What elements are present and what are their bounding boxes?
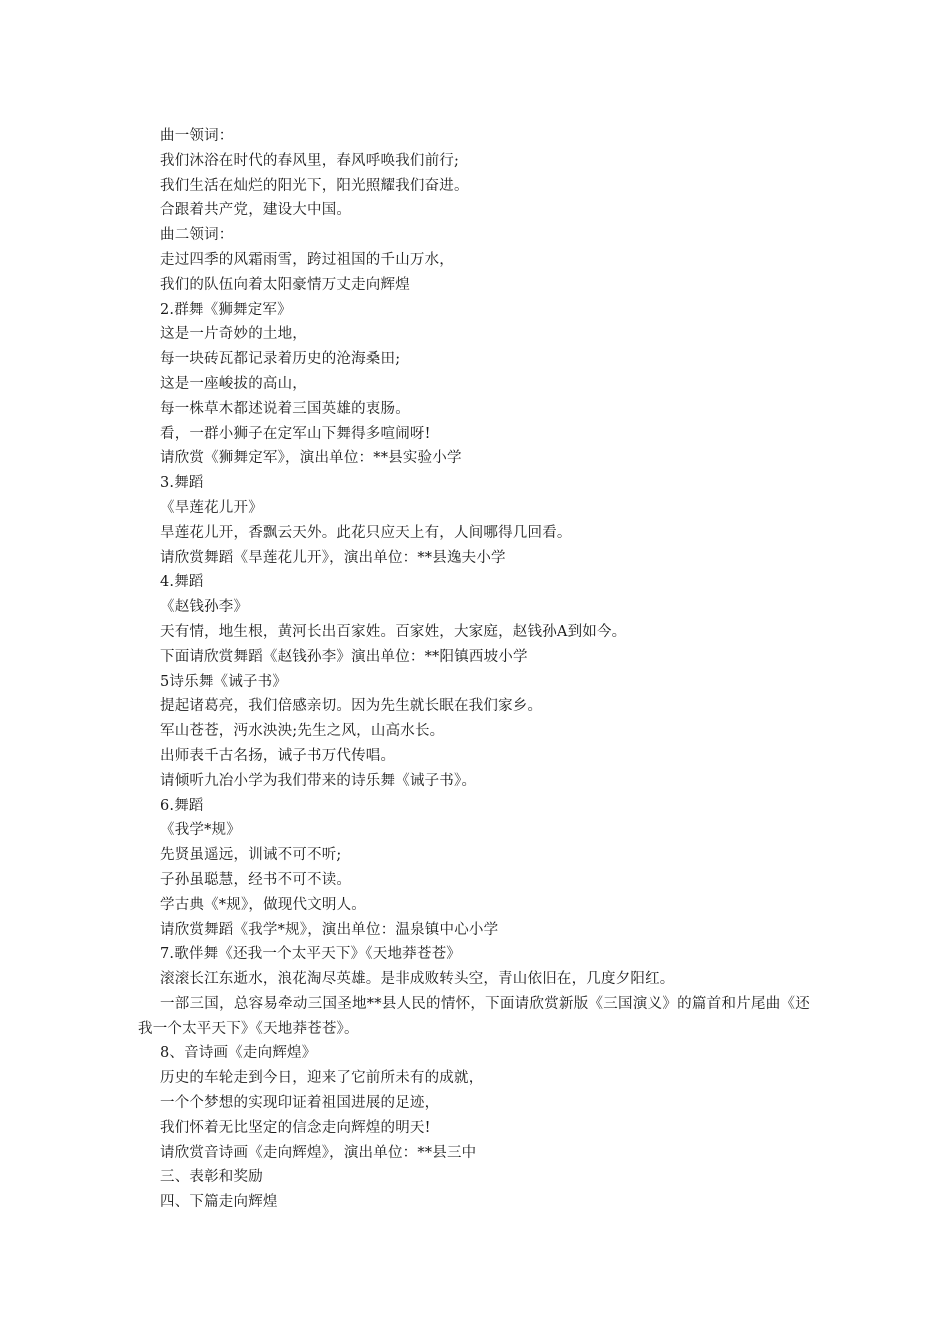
text-line: 请欣赏《狮舞定军》，演出单位：**县实验小学 xyxy=(160,450,462,467)
text-line: 历史的车轮走到今日，迎来了它前所未有的成就， xyxy=(160,1070,484,1087)
text-line: 《旱莲花儿开》 xyxy=(160,499,263,516)
text-line: 我们沐浴在时代的春风里，春风呼唤我们前行; xyxy=(160,152,460,169)
text-line: 请倾听九冶小学为我们带来的诗乐舞《诫子书》。 xyxy=(160,772,477,789)
text-line: 下面请欣赏舞蹈《赵钱孙李》演出单位：**阳镇西坡小学 xyxy=(160,648,528,665)
text-line: 军山苍苍，沔水泱泱;先生之风，山高水长。 xyxy=(160,723,445,740)
text-line: 我们的队伍向着太阳豪情万丈走向辉煌 xyxy=(160,276,410,293)
text-line: 天有情，地生根，黄河长出百家姓。百家姓，大家庭，赵钱孙A到如今。 xyxy=(160,623,627,640)
text-line: 《我学*规》 xyxy=(160,822,241,839)
section-heading: 4.舞蹈 xyxy=(160,574,204,591)
text-line: 子孙虽聪慧，经书不可不读。 xyxy=(160,871,352,888)
text-line: 旱莲花儿开，香飘云天外。此花只应天上有，人间哪得几回看。 xyxy=(160,524,572,541)
text-line: 看，一群小狮子在定军山下舞得多喧闹呀! xyxy=(160,425,431,442)
text-line: 每一株草木都述说着三国英雄的衷肠。 xyxy=(160,400,410,417)
text-line: 我们生活在灿烂的阳光下，阳光照耀我们奋进。 xyxy=(160,177,469,194)
text-line: 曲二领词： xyxy=(160,227,234,244)
section-heading: 7.歌伴舞《还我一个太平天下》《天地莽苍苍》 xyxy=(160,946,461,963)
text-line: 学古典《*规》，做现代文明人。 xyxy=(160,896,366,913)
section-heading: 四、下篇走向辉煌 xyxy=(160,1194,278,1211)
text-paragraph: 一部三国，总容易牵动三国圣地**县人民的情怀，下面请欣赏新版《三国演义》的篇首和片尾曲《还我一个太平天下》《天地莽苍苍》。 xyxy=(138,995,810,1037)
text-line: 出师表千古名扬，诫子书万代传唱。 xyxy=(160,747,396,764)
text-line: 合跟着共产党，建设大中国。 xyxy=(160,202,352,219)
text-line: 提起诸葛亮，我们倍感亲切。因为先生就长眠在我们家乡。 xyxy=(160,698,543,715)
section-heading: 5诗乐舞《诫子书》 xyxy=(160,673,288,690)
text-line: 先贤虽遥远，训诫不可不听; xyxy=(160,847,342,864)
section-heading: 8、音诗画《走向辉煌》 xyxy=(160,1045,317,1062)
section-heading: 3.舞蹈 xyxy=(160,475,204,492)
section-heading: 2.群舞《狮舞定军》 xyxy=(160,301,292,318)
text-line: 请欣赏舞蹈《我学*规》，演出单位：温泉镇中心小学 xyxy=(160,921,499,938)
text-line: 一个个梦想的实现印证着祖国进展的足迹， xyxy=(160,1095,440,1112)
text-line: 请欣赏舞蹈《旱莲花儿开》，演出单位：**县逸夫小学 xyxy=(160,549,506,566)
section-heading: 6.舞蹈 xyxy=(160,797,204,814)
text-line: 滚滚长江东逝水，浪花淘尽英雄。是非成败转头空，青山依旧在，几度夕阳红。 xyxy=(160,971,675,988)
text-line: 我们怀着无比坚定的信念走向辉煌的明天! xyxy=(160,1119,431,1136)
section-heading: 三、表彰和奖励 xyxy=(160,1169,263,1186)
text-line: 这是一片奇妙的土地， xyxy=(160,326,307,343)
text-line: 《赵钱孙李》 xyxy=(160,599,249,616)
text-line: 每一块砖瓦都记录着历史的沧海桑田; xyxy=(160,351,401,368)
text-line: 曲一领词： xyxy=(160,128,234,144)
document-body xyxy=(138,124,810,1215)
text-line: 走过四季的风霜雨雪，跨过祖国的千山万水， xyxy=(160,251,454,268)
text-line: 这是一座峻拔的高山， xyxy=(160,375,307,392)
text-line: 请欣赏音诗画《走向辉煌》，演出单位：**县三中 xyxy=(160,1144,477,1161)
